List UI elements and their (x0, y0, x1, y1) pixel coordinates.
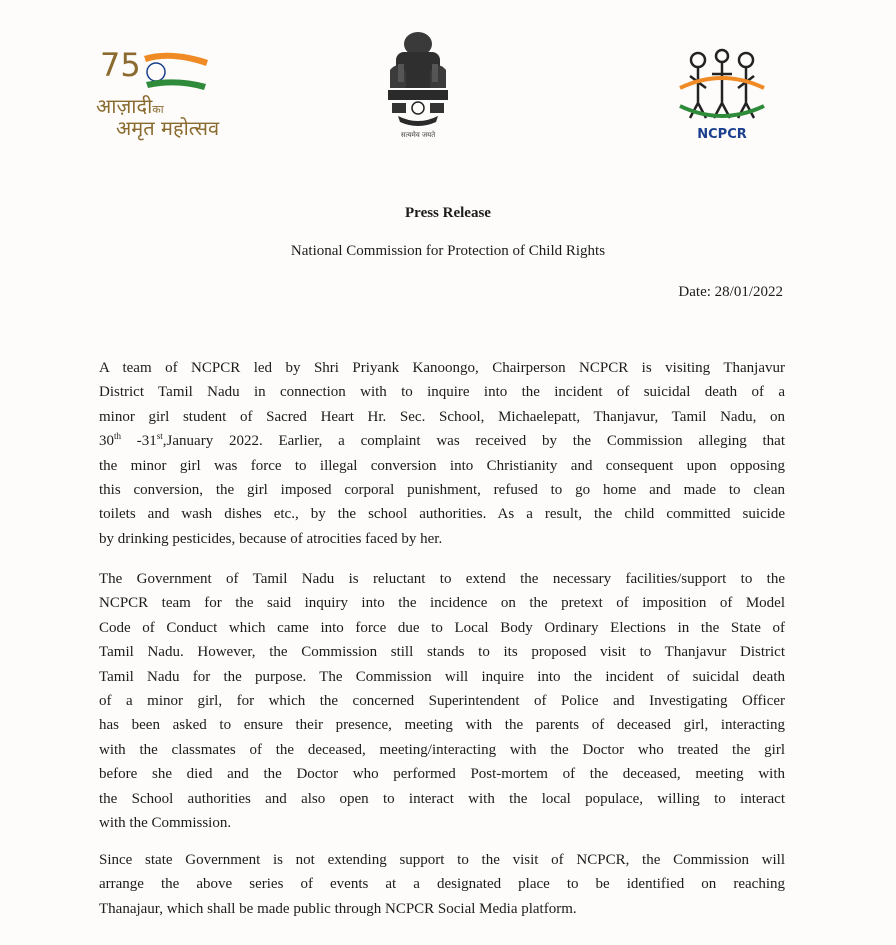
emblem-motto: सत्यमेव जयते (400, 131, 436, 139)
azadi-number: 75 (100, 46, 141, 84)
p2-line: Code of Conduct which came into force due to Local Body Ordinary Elections in the State of (99, 619, 785, 636)
p2-line: of a minor girl, for which the concerned Superintendent of Police and Investigating Officer (99, 693, 785, 710)
p1-line: toilets and wash dishes etc., by the school authorities. As a result, the child committed suicide (99, 506, 785, 523)
p1-line: the minor girl was force to illegal conversion into Christianity and consequent upon opposing (99, 457, 785, 474)
p2-line: The Government of Tamil Nadu is reluctant to extend the necessary facilities/support to the (99, 571, 785, 587)
p1-line-dates (99, 429, 785, 453)
date-end: -31 (121, 433, 157, 450)
p2-line: Tamil Nadu for the purpose. The Commission will inquire into the incident of suicidal death (99, 668, 785, 685)
green-stripe (146, 79, 206, 90)
paragraph-1 (99, 356, 785, 551)
p1-line: this conversion, the girl imposed corporal punishment, refused to go home and made to clean (99, 482, 785, 499)
p3-line: Since state Government is not extending support to the visit of NCPCR, the Commission will (99, 852, 785, 868)
p3-line: arrange the above series of events at a designated place to be identified on reaching (99, 876, 785, 893)
p2-line: with the classmates of the deceased, meeting/interacting with the Doctor who treated the girl (99, 741, 785, 758)
national-emblem-logo (368, 30, 468, 150)
children-figures-icon (672, 48, 772, 126)
ka-word: का (152, 103, 164, 116)
p2-line: before she died and the Doctor who performed Post-mortem of the deceased, meeting with (99, 766, 785, 783)
ordinal-suffix: th (114, 431, 122, 442)
release-date: Date: 28/01/2022 (678, 284, 783, 300)
p1-line: District Tamil Nadu in connection with to inquire into the incident of suicidal death of a (99, 384, 785, 401)
p1-line: A team of NCPCR led by Shri Priyank Kanoongo, Chairperson NCPCR is visiting Thanjavur (99, 360, 785, 376)
p1-line: by drinking pesticides, because of atrocities faced by her. (99, 530, 443, 547)
paragraph-2 (99, 567, 785, 835)
azadi-hindi-line2: अमृत महोत्सव (116, 116, 220, 140)
commission-name: National Commission for Protection of Child Rights (290, 243, 606, 259)
azadi-word: आज़ादी (96, 94, 153, 118)
azadi-ka-amrit-mahotsav-logo (96, 42, 231, 142)
p2-line: NCPCR team for the said inquiry into the incidence on the pretext of imposition of Model (99, 595, 785, 612)
p2-line: Tamil Nadu. However, the Commission still stands to its proposed visit to Thanjavur District (99, 644, 785, 661)
p2-line: has been asked to ensure their presence, meeting with the parents of deceased girl, interacting (99, 717, 785, 734)
date-start: 30 (99, 433, 114, 450)
chakra-icon (147, 63, 165, 81)
p2-line: the School authorities and also open to interact with the local populace, willing to interact (99, 790, 785, 807)
lion-capital-icon (368, 30, 468, 130)
ncpcr-label: NCPCR (697, 127, 747, 142)
ncpcr-logo (672, 48, 782, 150)
press-release-title: Press Release (405, 205, 491, 221)
paragraph-3 (99, 848, 785, 921)
p3-line: Thanajaur, which shall be made public through NCPCR Social Media platform. (99, 900, 577, 917)
date-line-text: ,January 2022. Earlier, a complaint was received by the Commission alleging that (162, 433, 785, 450)
ordinal-suffix: st (156, 431, 163, 442)
p2-line: with the Commission. (99, 815, 232, 832)
p1-line: minor girl student of Sacred Heart Hr. Sec. School, Michaelepatt, Thanjavur, Tamil Nadu, on (99, 408, 785, 425)
azadi-75-emblem-icon (96, 42, 231, 94)
